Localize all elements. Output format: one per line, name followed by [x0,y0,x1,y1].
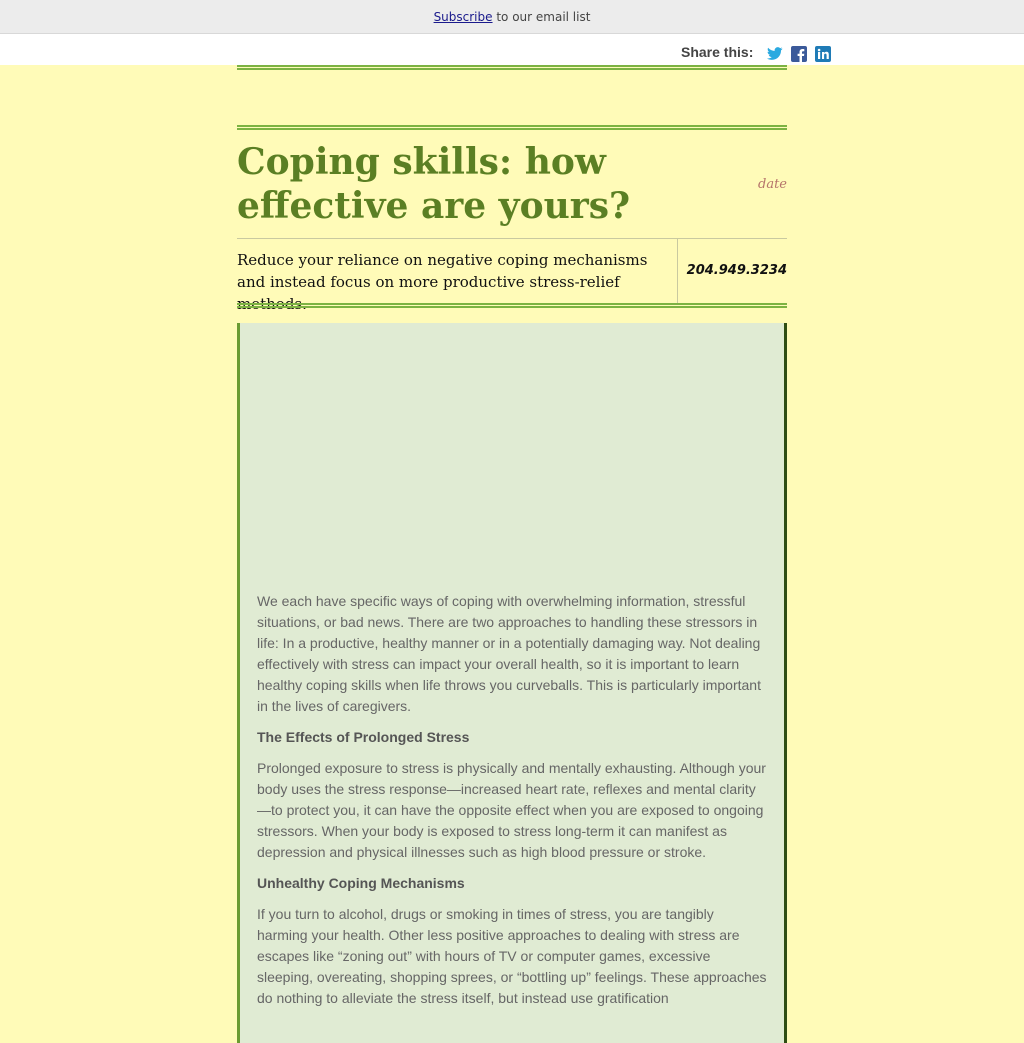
section-heading-unhealthy-coping: Unhealthy Coping Mechanisms [257,875,465,891]
subtitle-vertical-divider [677,239,678,303]
twitter-icon[interactable] [767,46,783,62]
linkedin-icon[interactable] [815,46,831,62]
header-top-rule [237,65,787,70]
title-divider [237,238,787,239]
subscribe-suffix: to our email list [492,10,591,24]
page-title: Coping skills: how effective are yours? [237,141,631,227]
article-paragraph-unhealthy-coping: If you turn to alcohol, drugs or smoking in times of stress, you are tangibly harming your health. Other less positive approaches to dealing with stress are escapes like “zoning out” with hours of TV or computer games, excessive sleeping, overeating, shopping sprees, or “bottling up” feelings. These approaches do nothing to alleviate the stress itself, but instead use gratification [257,906,767,1006]
article-paragraph-prolonged-stress: Prolonged exposure to stress is physically and mentally exhausting. Although your body uses the stress response—increased heart rate, reflexes and mental clarity—to protect you, it can have the opposite effect when you are exposed to ongoing stressors. When your body is exposed to stress long-term it can manifest as depression and physical illnesses such as high blood pressure or stroke. [257,760,766,860]
article-image-placeholder [240,323,784,583]
article-body [257,591,767,1019]
share-label: Share this: [681,44,754,60]
title-top-rule [237,125,787,130]
facebook-icon[interactable] [791,46,807,62]
page-subtitle: Reduce your reliance on negative coping mechanisms and instead focus on more productive stress-relief methods. [237,251,648,313]
article-panel [237,323,787,1043]
subscribe-link[interactable]: Subscribe [433,10,493,24]
phone-number: 204.949.3234 [686,263,787,278]
article-intro: We each have specific ways of coping with overwhelming information, stressful situations, or bad news. There are two approaches to handling these stressors in life: In a productive, healthy manner or in a potentially damaging way. Not dealing effectively with stress can impact your overall health, so it is important to learn healthy coping skills when life throws you curveballs. This is particularly important in the lives of caregivers. [257,593,761,714]
share-bar [0,34,1024,65]
issue-date: date [758,177,787,192]
header-bottom-rule [237,303,787,308]
subscribe-bar [0,0,1024,34]
section-heading-prolonged-stress: The Effects of Prolonged Stress [257,729,470,745]
